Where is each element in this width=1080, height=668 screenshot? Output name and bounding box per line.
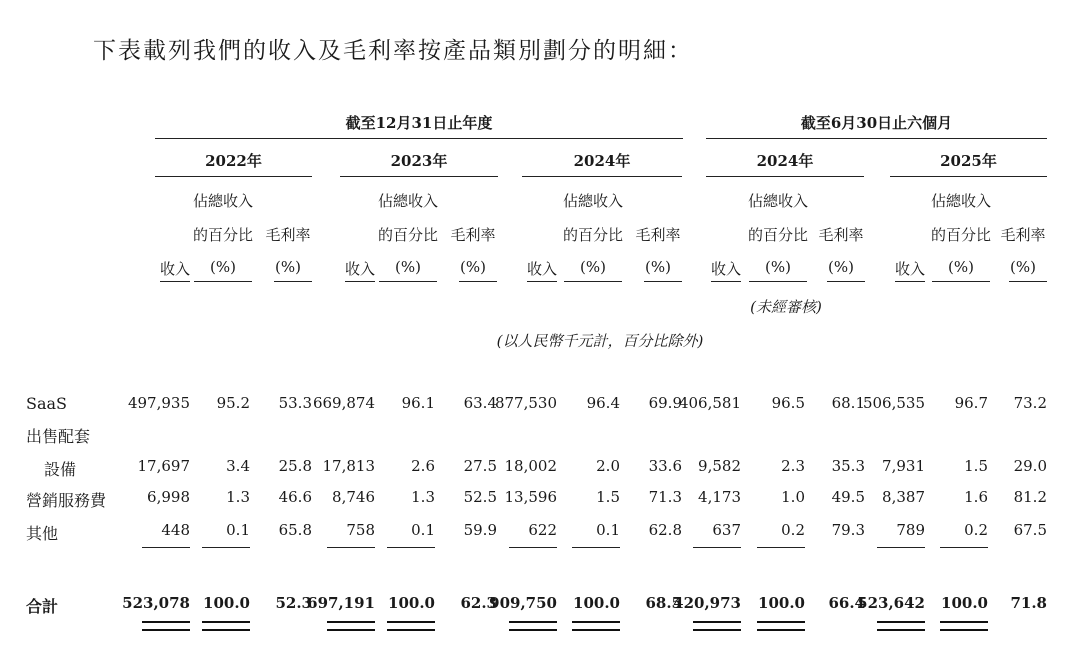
total-cell: 100.0 xyxy=(203,594,250,612)
pct-col-header-line2: 的百分比 xyxy=(377,226,438,244)
total-double-rule xyxy=(757,621,805,631)
revenue-col-header: 收入 xyxy=(526,260,557,278)
header-underline xyxy=(749,281,807,282)
period-header: 2024年 xyxy=(756,152,814,170)
subtotal-rule xyxy=(327,547,375,548)
total-cell: 66.4 xyxy=(828,594,865,612)
table-cell: 63.4 xyxy=(463,394,497,412)
header-underline xyxy=(827,281,865,282)
subtotal-rule xyxy=(940,547,988,548)
gm-col-header: 毛利率 xyxy=(818,226,864,244)
period-header: 2025年 xyxy=(940,152,997,170)
table-cell: 13,596 xyxy=(504,488,557,506)
gm-col-header: 毛利率 xyxy=(635,226,681,244)
table-cell: 1.5 xyxy=(964,457,988,475)
table-cell: 0.2 xyxy=(781,521,805,539)
revenue-col-header: 收入 xyxy=(894,260,925,278)
pct-col-header-line1: 佔總收入 xyxy=(377,192,438,210)
table-cell: 789 xyxy=(896,521,925,539)
table-cell: 17,813 xyxy=(322,457,375,475)
half-group-rule xyxy=(706,138,1047,139)
unit-note: (以人民幣千元計，百分比除外) xyxy=(496,332,704,350)
table-cell: 18,002 xyxy=(504,457,557,475)
gm-col-header: 毛利率 xyxy=(265,226,311,244)
table-cell: 622 xyxy=(528,521,557,539)
gm-unit: (%) xyxy=(275,258,301,276)
table-cell: 71.3 xyxy=(648,488,682,506)
table-cell: 0.1 xyxy=(596,521,620,539)
header-underline xyxy=(274,281,312,282)
table-cell: 25.8 xyxy=(278,457,312,475)
subtotal-rule xyxy=(387,547,435,548)
pct-col-header-line1: 佔總收入 xyxy=(747,192,808,210)
table-cell: 0.1 xyxy=(226,521,250,539)
header-underline xyxy=(932,281,990,282)
pct-unit: (%) xyxy=(580,258,606,276)
total-cell: 100.0 xyxy=(573,594,620,612)
period-rule xyxy=(522,176,682,177)
table-cell: 2.3 xyxy=(781,457,805,475)
period-rule xyxy=(706,176,864,177)
row-label: 營銷服務費 xyxy=(26,491,107,510)
table-cell: 8,746 xyxy=(332,488,375,506)
period-header: 2023年 xyxy=(390,152,448,170)
table-cell: 95.2 xyxy=(216,394,250,412)
subtotal-rule xyxy=(202,547,250,548)
total-double-rule xyxy=(327,621,375,631)
table-cell: 3.4 xyxy=(226,457,250,475)
header-underline xyxy=(345,281,375,282)
total-cell: 100.0 xyxy=(758,594,805,612)
header-underline xyxy=(1009,281,1047,282)
total-cell: 697,191 xyxy=(307,594,375,612)
table-cell: 69.9 xyxy=(648,394,682,412)
gm-col-header: 毛利率 xyxy=(450,226,496,244)
total-double-rule xyxy=(202,621,250,631)
total-cell: 523,642 xyxy=(857,594,925,612)
table-cell: 96.7 xyxy=(954,394,988,412)
table-cell: 67.5 xyxy=(1013,521,1047,539)
row-label: 其他 xyxy=(26,524,59,543)
revenue-col-header: 收入 xyxy=(344,260,375,278)
period-rule xyxy=(890,176,1047,177)
total-double-rule xyxy=(940,621,988,631)
table-cell: 669,874 xyxy=(312,394,375,412)
table-cell: 9,582 xyxy=(698,457,741,475)
pct-col-header-line1: 佔總收入 xyxy=(930,192,991,210)
header-underline xyxy=(379,281,437,282)
table-cell: 7,931 xyxy=(882,457,925,475)
table-cell: 46.6 xyxy=(278,488,312,506)
year-group-header: 截至12月31日止年度 xyxy=(345,114,493,132)
table-cell: 6,998 xyxy=(147,488,190,506)
table-cell: 62.8 xyxy=(648,521,682,539)
gm-unit: (%) xyxy=(460,258,486,276)
total-cell: 420,973 xyxy=(673,594,741,612)
table-cell: 59.9 xyxy=(463,521,497,539)
table-cell: 68.1 xyxy=(831,394,865,412)
subtotal-rule xyxy=(877,547,925,548)
half-group-header: 截至6月30日止六個月 xyxy=(800,114,953,132)
intro-text: 下表載列我們的收入及毛利率按產品類別劃分的明細： xyxy=(93,38,693,64)
header-underline xyxy=(644,281,682,282)
table-cell: 758 xyxy=(346,521,375,539)
header-underline xyxy=(527,281,557,282)
table-cell: 406,581 xyxy=(678,394,741,412)
subtotal-rule xyxy=(693,547,741,548)
table-cell: 1.5 xyxy=(596,488,620,506)
table-cell: 0.1 xyxy=(411,521,435,539)
gm-unit: (%) xyxy=(828,258,854,276)
total-cell: 68.5 xyxy=(645,594,682,612)
total-double-rule xyxy=(693,621,741,631)
total-double-rule xyxy=(142,621,190,631)
pct-unit: (%) xyxy=(765,258,791,276)
table-cell: 79.3 xyxy=(831,521,865,539)
pct-col-header-line2: 的百分比 xyxy=(562,226,623,244)
table-cell: 96.4 xyxy=(586,394,620,412)
period-header: 2022年 xyxy=(205,152,262,170)
table-cell: 17,697 xyxy=(137,457,190,475)
subtotal-rule xyxy=(572,547,620,548)
table-cell: 1.3 xyxy=(411,488,435,506)
table-cell: 637 xyxy=(712,521,741,539)
total-double-rule xyxy=(509,621,557,631)
table-cell: 2.0 xyxy=(596,457,620,475)
gm-unit: (%) xyxy=(645,258,671,276)
pct-unit: (%) xyxy=(395,258,421,276)
table-cell: 1.3 xyxy=(226,488,250,506)
total-cell: 100.0 xyxy=(388,594,435,612)
pct-col-header-line2: 的百分比 xyxy=(747,226,808,244)
subtotal-rule xyxy=(142,547,190,548)
table-cell: 1.0 xyxy=(781,488,805,506)
table-cell: 65.8 xyxy=(278,521,312,539)
row-label: 出售配套 xyxy=(26,427,91,446)
total-cell: 71.8 xyxy=(1010,594,1047,612)
total-cell: 909,750 xyxy=(489,594,557,612)
table-cell: 81.2 xyxy=(1013,488,1047,506)
total-cell: 52.3 xyxy=(275,594,312,612)
table-cell: 35.3 xyxy=(831,457,865,475)
unaudited-note: (未經審核) xyxy=(750,298,822,316)
header-underline xyxy=(459,281,497,282)
year-group-rule xyxy=(155,138,683,139)
table-cell: 96.5 xyxy=(771,394,805,412)
table-cell: 53.3 xyxy=(278,394,312,412)
header-underline xyxy=(160,281,190,282)
table-cell: 497,935 xyxy=(127,394,190,412)
revenue-col-header: 收入 xyxy=(159,260,190,278)
table-cell: 8,387 xyxy=(882,488,925,506)
header-underline xyxy=(895,281,925,282)
subtotal-rule xyxy=(509,547,557,548)
table-cell: 49.5 xyxy=(831,488,865,506)
table-cell: 29.0 xyxy=(1013,457,1047,475)
period-header: 2024年 xyxy=(573,152,631,170)
table-cell: 506,535 xyxy=(862,394,925,412)
table-cell: 2.6 xyxy=(411,457,435,475)
table-cell: 877,530 xyxy=(494,394,557,412)
pct-col-header-line1: 佔總收入 xyxy=(192,192,253,210)
table-cell: 52.5 xyxy=(463,488,497,506)
table-cell: 73.2 xyxy=(1013,394,1047,412)
table-cell: 1.6 xyxy=(964,488,988,506)
total-cell: 523,078 xyxy=(122,594,190,612)
total-label: 合計 xyxy=(26,597,59,616)
pct-unit: (%) xyxy=(948,258,974,276)
pct-col-header-line2: 的百分比 xyxy=(192,226,253,244)
pct-col-header-line1: 佔總收入 xyxy=(562,192,623,210)
row-label-cont: 設備 xyxy=(44,460,77,479)
header-underline xyxy=(194,281,252,282)
gm-unit: (%) xyxy=(1010,258,1036,276)
period-rule xyxy=(155,176,312,177)
header-underline xyxy=(711,281,741,282)
total-double-rule xyxy=(877,621,925,631)
row-label: SaaS xyxy=(26,394,67,413)
total-double-rule xyxy=(572,621,620,631)
table-cell: 0.2 xyxy=(964,521,988,539)
pct-col-header-line2: 的百分比 xyxy=(930,226,991,244)
table-cell: 27.5 xyxy=(463,457,497,475)
pct-unit: (%) xyxy=(210,258,236,276)
subtotal-rule xyxy=(757,547,805,548)
total-cell: 100.0 xyxy=(941,594,988,612)
total-cell: 62.3 xyxy=(460,594,497,612)
total-double-rule xyxy=(387,621,435,631)
table-cell: 4,173 xyxy=(698,488,741,506)
revenue-col-header: 收入 xyxy=(710,260,741,278)
table-cell: 448 xyxy=(161,521,190,539)
gm-col-header: 毛利率 xyxy=(1000,226,1046,244)
header-underline xyxy=(564,281,622,282)
table-cell: 96.1 xyxy=(401,394,435,412)
table-cell: 33.6 xyxy=(648,457,682,475)
period-rule xyxy=(340,176,498,177)
